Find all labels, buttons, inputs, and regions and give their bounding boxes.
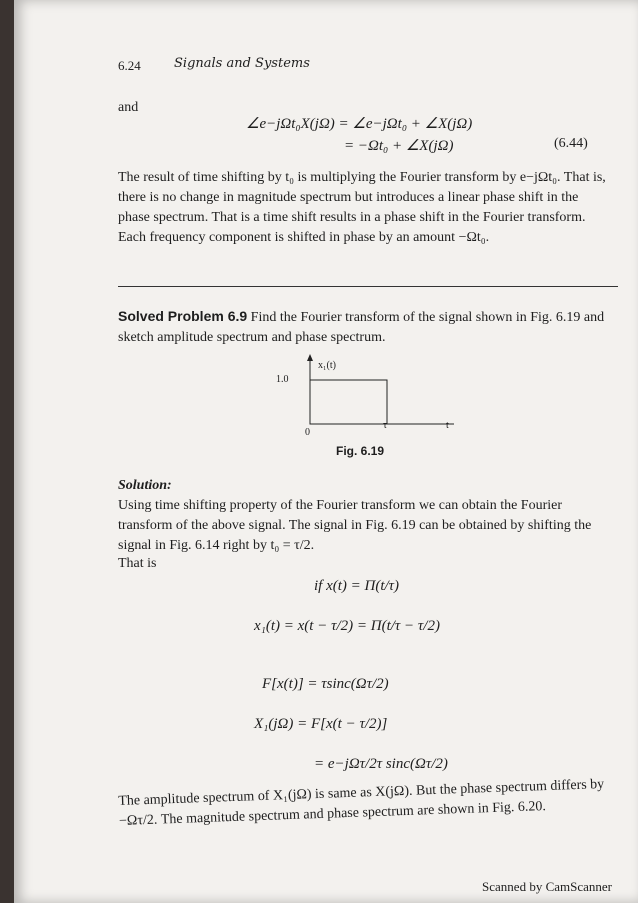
figure-y-label: x₁(t) bbox=[318, 360, 336, 371]
figure-caption: Fig. 6.19 bbox=[336, 444, 385, 458]
that-is-text: That is bbox=[118, 556, 157, 571]
solution-text: Using time shifting property of the Fourier transform we can obtain the Fourier transform of the above signal. The signal in Fig. 6.19 can be obtained by shifting the signal in Fig. 6.14 right by t₀ = τ/2. bbox=[118, 498, 592, 553]
camscanner-watermark: Scanned by CamScanner bbox=[482, 879, 612, 894]
closing-paragraph: The amplitude spectrum of X₁(jΩ) is same as X(jΩ). But the phase spectrum differs by −Ωτ/2. The magnitude spectrum and phase spectrum are shown in Fig. 6.20. bbox=[118, 777, 605, 829]
figure-t-label: t bbox=[446, 420, 449, 431]
equation-number: (6.44) bbox=[554, 136, 588, 151]
book-title: Signals and Systems bbox=[174, 56, 310, 71]
equation-644-line1: ∠e−jΩt₀X(jΩ) = ∠e−jΩt₀ + ∠X(jΩ) bbox=[246, 116, 473, 132]
paragraph-time-shift: The result of time shifting by t₀ is multiplying the Fourier transform by e−jΩt₀. That is, there is no change in magnitude spectrum but introduces a linear phase shift in the phase spectrum. That is a time shift results in a phase shift in the Fourier transform. Each frequency component is shifted in phase by an amount −Ωt₀. bbox=[118, 170, 606, 245]
problem-text: Find the Fourier transform of the signal shown in Fig. 6.19 and sketch amplitude spectrum and phase spectrum. bbox=[118, 310, 605, 345]
equation-rect: if x(t) = Π(t/τ) bbox=[314, 578, 400, 594]
equation-644-line2: = −Ωt₀ + ∠X(jΩ) bbox=[344, 138, 454, 154]
equation-result: = e−jΩτ/2τ sinc(Ωτ/2) bbox=[314, 756, 448, 772]
scanned-page bbox=[14, 0, 638, 903]
figure-amp-label: 1.0 bbox=[276, 374, 289, 385]
equation-shifted: x₁(t) = x(t − τ/2) = Π(t/τ − τ/2) bbox=[254, 618, 440, 634]
page-number: 6.24 bbox=[118, 58, 141, 73]
y-axis-arrow bbox=[307, 354, 313, 361]
problem-statement bbox=[118, 306, 608, 348]
figure-tau-label: τ bbox=[383, 420, 388, 431]
rect-pulse bbox=[310, 380, 387, 424]
solution-heading: Solution: bbox=[118, 478, 172, 493]
equation-x1-transform: X₁(jΩ) = F[x(t − τ/2)] bbox=[254, 716, 388, 732]
section-divider bbox=[118, 286, 618, 287]
figure-origin-label: 0 bbox=[305, 427, 310, 438]
equation-transform: F[x(t)] = τsinc(Ωτ/2) bbox=[262, 676, 389, 692]
problem-label: Solved Problem 6.9 bbox=[118, 308, 248, 324]
and-word: and bbox=[118, 100, 139, 115]
